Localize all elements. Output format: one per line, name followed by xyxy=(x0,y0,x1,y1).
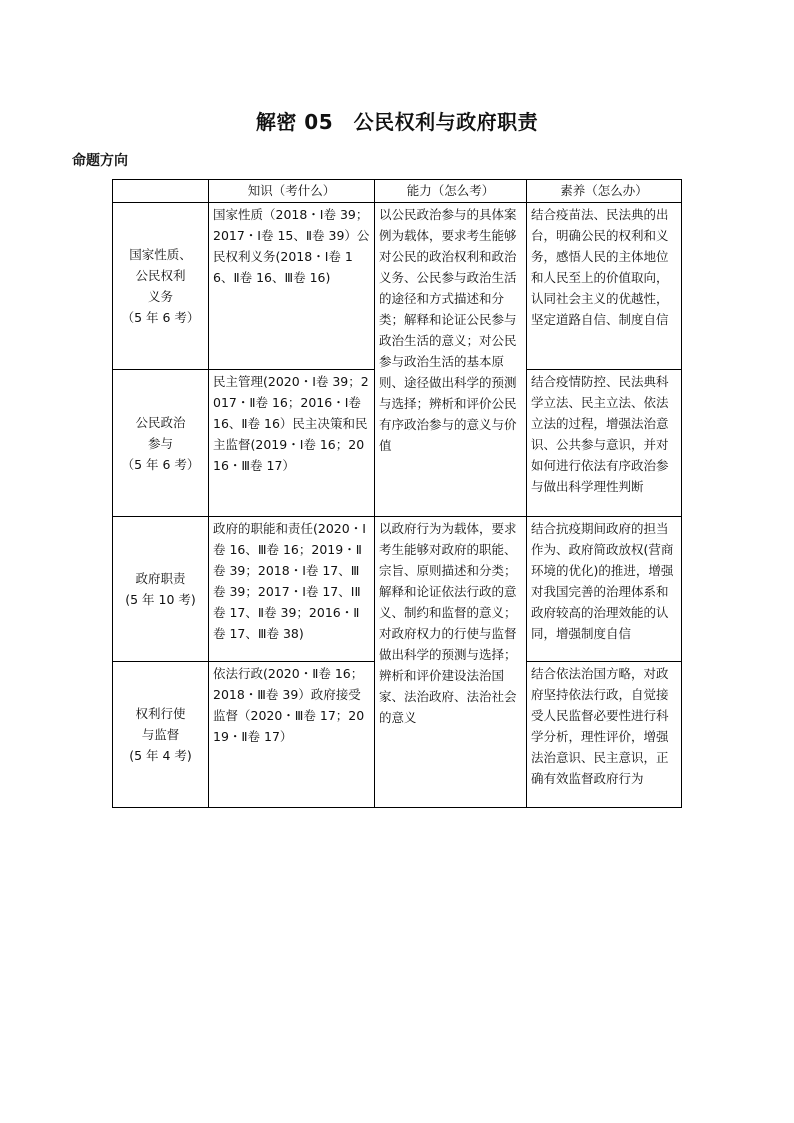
topic-line: 权利行使 xyxy=(135,706,186,721)
literacy-cell: 结合疫情防控、民法典科学立法、民主立法、依法立法的过程，增强法治意识、公共参与意识，并对如何进行依法有序政治参与做出科学理性判断 xyxy=(527,370,682,517)
knowledge-cell: 国家性质（2018・Ⅰ卷 39；2017・Ⅰ卷 15、Ⅱ卷 39）公民权利义务(2018・Ⅰ卷 16、Ⅱ卷 16、Ⅲ卷 16) xyxy=(209,203,375,370)
literacy-cell: 结合抗疫期间政府的担当作为、政府简政放权(营商环境的优化)的推进，增强对我国完善的治理体系和政府较高的治理效能的认同，增强制度自信 xyxy=(527,517,682,662)
topic-line: 与监督 xyxy=(141,727,180,742)
header-cell-empty xyxy=(113,180,209,203)
topic-line: 公民政治 xyxy=(135,414,186,430)
topic-count: (5 年 4 考) xyxy=(129,748,192,763)
literacy-cell: 结合依法治国方略，对政府坚持依法行政，自觉接受人民监督必要性进行科学分析，理性评价，增强法治意识、民主意识，正确有效监督政府行为 xyxy=(527,662,682,808)
header-ability: 能力（怎么考） xyxy=(375,180,527,203)
table-row xyxy=(113,203,682,370)
ability-cell: 以政府行为为载体，要求考生能够对政府的职能、宗旨、原则描述和分类；解释和论证依法行政的意义、制约和监督的意义；对政府权力的行使与监督做出科学的预测与选择；辨析和评价建设法治国家、法治政府、法治社会的意义 xyxy=(375,517,527,808)
knowledge-cell: 政府的职能和责任(2020・Ⅰ卷 16、Ⅲ卷 16；2019・Ⅱ卷 39；2018・Ⅰ卷 17、Ⅲ卷 39；2017・Ⅰ卷 17、ⅠⅡ卷 17、Ⅱ卷 39；2016・Ⅱ卷 17、Ⅲ卷 38) xyxy=(209,517,375,662)
knowledge-cell: 民主管理(2020・Ⅰ卷 39；2017・Ⅱ卷 16；2016・Ⅰ卷 16、Ⅱ卷 16）民主决策和民主监督(2019・Ⅰ卷 16；2016・Ⅲ卷 17） xyxy=(209,370,375,517)
table-row xyxy=(113,517,682,662)
topic-line: 义务 xyxy=(147,289,173,304)
topic-count: (5 年 10 考) xyxy=(125,592,196,607)
topic-cell xyxy=(113,203,209,370)
literacy-cell: 结合疫苗法、民法典的出台，明确公民的权利和义务，感悟人民的主体地位和人民至上的价值取向，认同社会主义的优越性，坚定道路自信、制度自信 xyxy=(527,203,682,370)
topic-line: 政府职责 xyxy=(135,571,186,586)
topic-cell xyxy=(113,662,209,808)
topic-cell xyxy=(113,370,209,517)
section-heading: 命题方向 xyxy=(72,153,128,169)
topic-count: （5 年 6 考） xyxy=(121,310,200,325)
topic-cell xyxy=(113,517,209,662)
topic-line: 公民权利 xyxy=(135,268,186,283)
header-literacy: 素养（怎么办） xyxy=(527,180,682,203)
topic-line: 参与 xyxy=(147,435,173,451)
page-title: 解密 05 公民权利与政府职责 xyxy=(255,110,539,134)
proposition-table xyxy=(112,179,682,808)
table-header-row xyxy=(113,180,682,203)
knowledge-cell: 依法行政(2020・Ⅱ卷 16；2018・Ⅲ卷 39）政府接受监督（2020・Ⅲ卷 17；2019・Ⅱ卷 17） xyxy=(209,662,375,808)
header-knowledge: 知识（考什么） xyxy=(209,180,375,203)
topic-line: 国家性质、 xyxy=(129,247,192,262)
topic-count: （5 年 6 考） xyxy=(121,456,200,472)
ability-cell: 以公民政治参与的具体案例为载体，要求考生能够对公民的政治权利和政治义务、公民参与政治生活的途径和方式描述和分类；解释和论证公民参与政治生活的意义；对公民参与政治生活的基本原则、途径做出科学的预测与选择；辨析和评价公民有序政治参与的意义与价值 xyxy=(375,203,527,517)
